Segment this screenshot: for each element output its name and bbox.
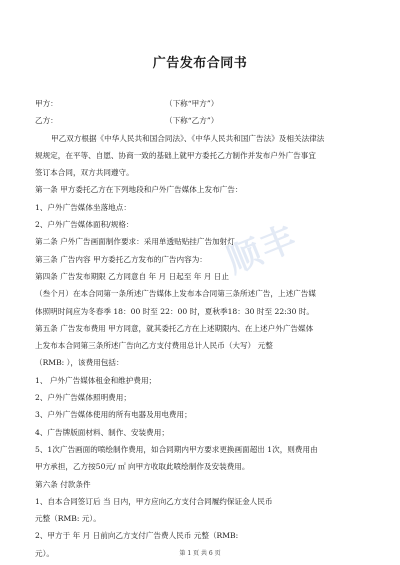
watermark-logo: 顺丰: [221, 217, 304, 282]
party-a-line: [35, 95, 368, 112]
list-item: 3、户外广告媒体使用的所有电器及用电费用；: [35, 410, 192, 420]
article-heading: 第六条 付款条件: [35, 479, 91, 489]
list-item: 4、广告牌版面材料、制作、安装费用；: [35, 427, 169, 437]
list-item: 1、 户外广告媒体租金和维护费用；: [35, 375, 157, 385]
contract-body: [35, 95, 368, 562]
paragraph-line: 元整（RMB: 元）。: [35, 514, 101, 524]
party-b-line: [35, 112, 368, 129]
paragraph-line: 规规定，在平等、自愿、协商一致的基础上就甲方委托乙方制作并发布户外广告事宜: [35, 150, 316, 160]
paragraph-line: 上发布本合同第三条所述广告向乙方支付费用总计人民币（大写） 元整: [35, 341, 273, 351]
party-a-label: 甲方：: [35, 99, 58, 108]
article-heading: 第五条 广告发布费用 甲方同意，就其委托乙方在上述期限内、在上述户外广告媒体: [35, 323, 314, 333]
paragraph-line: 体照明时间应为冬春季 18：00 时至 22：00 时，夏秋季18：30 时至 22:30 时。: [35, 306, 315, 316]
list-item: 2、户外广告媒体面积/规格：: [35, 220, 134, 230]
list-item: 2、甲方于 年 月 日前向乙方支付广告费人民币 元整（RMB:: [35, 531, 239, 541]
paragraph-line: （叁个月）在本合同第一条所述广告媒体上发布本合同第三条所述广告，上述广告媒: [35, 289, 316, 299]
article-heading: 第二条 户外广告画面制作要求：采用单透贴贴挂广告加射灯: [35, 237, 235, 247]
paragraph-line: 签订本合同，双方共同遵守。: [35, 168, 134, 178]
page-footer: 第 1 页 共 6 页: [179, 550, 221, 557]
article-heading: 第四条 广告发布期限 乙方同意自 年 月 日起至 年 月 日止: [35, 271, 229, 281]
paragraph-line: 甲乙双方根据《中华人民共和国合同法》、《中华人民共和国广告法》及相关法律法: [51, 133, 325, 143]
list-item: 2、户外广告媒体照明费用；: [35, 393, 131, 403]
list-item: 5、1次广告画面的喷绘制作费用，如合同期内甲方要求更换画面超出 1次，则费用由: [35, 444, 318, 454]
page-title: 广告发布合同书: [152, 56, 248, 71]
party-a-alias: （下称“甲方”）: [165, 99, 219, 108]
paragraph-line: （RMB: ），该费用包括：: [35, 358, 124, 368]
party-b-alias: （下称“乙方”）: [165, 116, 219, 126]
article-heading: 第一条 甲方委托乙方在下列地段和户外广告媒体上发布广告：: [35, 185, 243, 195]
article-heading: 第三条 广告内容 甲方委托乙方发布的广告内容为：: [35, 254, 207, 264]
paragraph-line: 元）。: [35, 548, 54, 558]
paragraph-line: 甲方承担，乙方按50元/ ㎡ 向甲方收取此喷绘制作及安装费用。: [35, 462, 250, 472]
list-item: 1、自本合同签订后 当 日内，甲方应向乙方支付合同履约保证金人民币: [35, 496, 273, 506]
party-b-label: 乙方：: [35, 116, 58, 126]
list-item: 1、户外广告媒体坐落地点：: [35, 202, 131, 212]
